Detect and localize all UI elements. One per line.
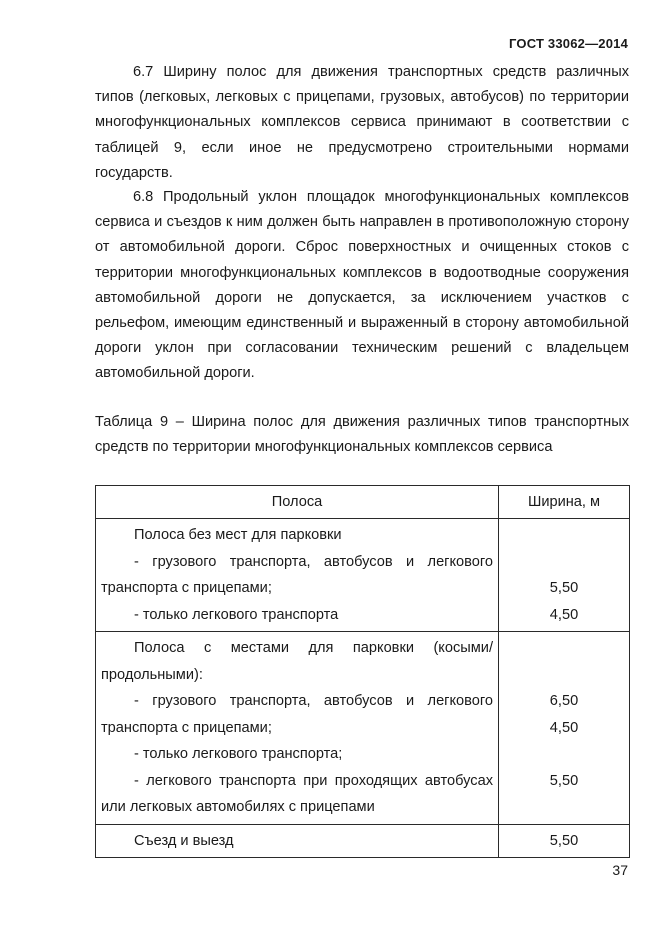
paragraph-6-7 [95, 60, 629, 186]
width-value: 5,50 [549, 832, 579, 849]
table-header-row [96, 486, 630, 519]
row-title: Полоса с местами для парковки (косыми/продольными): [101, 640, 493, 683]
paragraph-6-8 [95, 185, 629, 387]
width-value: 5,50 [549, 772, 579, 789]
row-item: - грузового транспорта, автобусов и легкового транспорта с прицепами; [101, 553, 493, 596]
width-value: 6,50 [549, 693, 579, 709]
header-width: Ширина, м [499, 486, 630, 519]
width-cell [499, 632, 630, 825]
row-title: Полоса без мест для парковки [134, 527, 342, 543]
row-item: - только легкового транспорта [134, 606, 339, 623]
page-number: 37 [612, 862, 628, 878]
table-row [96, 632, 630, 825]
width-value: 5,50 [549, 580, 579, 596]
header-strip: Полоса [96, 486, 499, 519]
width-value: 4,50 [549, 606, 579, 623]
width-cell [499, 824, 630, 858]
row-item: - только легкового транспорта; [134, 746, 343, 762]
table-caption-text: Таблица 9 – Ширина полос для движения различных типов транспортных средств по территории многофункциональных комплексов сервиса [95, 414, 629, 456]
paragraph-text: 6.8 Продольный уклон площадок многофункциональных комплексов сервиса и съездов к ним должен быть направлен в противоположную сторону от автомобильной дороги. Сброс поверхностных и очищенных стоков с территории многофункциональных комплексов в водоотводные сооружения автомобильной дороги не допускается, за исключением участков с рельефом, имеющим единственный и выраженный в сторону автомобильной дороги уклон при согласовании техническим решений с владельцем автомобильной дороги. [95, 189, 629, 382]
strip-cell [96, 824, 499, 858]
table-row [96, 519, 630, 632]
width-cell [499, 519, 630, 632]
row-item: - грузового транспорта, автобусов и легкового транспорта с прицепами; [101, 693, 493, 736]
table-caption [95, 410, 629, 460]
strip-cell [96, 519, 499, 632]
document-standard-header: ГОСТ 33062—2014 [509, 36, 628, 51]
table-row [96, 824, 630, 858]
row-title: Съезд и выезд [134, 832, 234, 849]
paragraph-text: 6.7 Ширину полос для движения транспортных средств различных типов (легковых, легковых с прицепами, грузовых, автобусов) по территории многофункциональных комплексов сервиса принимают в соответствии с таблицей 9, если иное не предусмотрено строительными нормами государств. [95, 64, 629, 181]
width-value: 4,50 [549, 719, 579, 736]
lane-width-table [95, 485, 630, 858]
strip-cell [96, 632, 499, 825]
row-item: - легкового транспорта при проходящих автобусах или легковых автомобилях с прицепами [101, 772, 493, 815]
